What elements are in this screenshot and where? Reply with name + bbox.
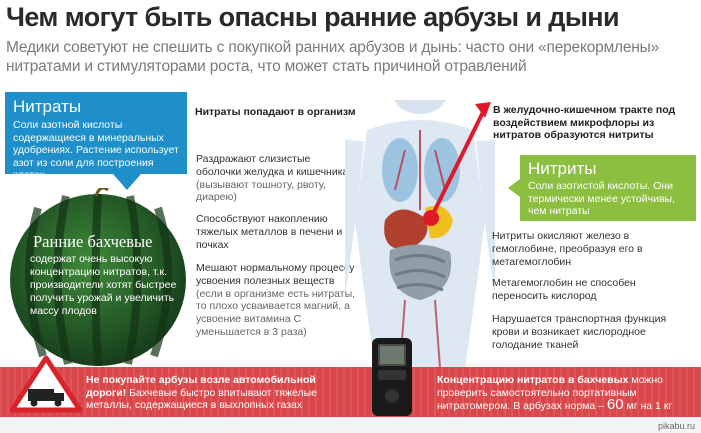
nitrates-description: Соли азотной кислоты содержащиеся в минеральных удобрениях. Растение использует азот из соли для построения клеток bbox=[13, 119, 179, 181]
nitrites-title: Нитриты bbox=[528, 159, 597, 178]
effect-main: Мешают нормальному процессу усвоения полезных веществ bbox=[196, 262, 355, 287]
nitrate-check-rest: можно проверить самостоятельно портативным нитратомером. В арбузах норма – bbox=[437, 374, 663, 412]
effect-item bbox=[196, 213, 356, 251]
nitrate-check-text bbox=[437, 374, 699, 413]
nitrites-description: Соли азотистой кислоты. Они термически менее устойчивы, чем нитраты bbox=[528, 180, 675, 217]
page-subtitle: Медики советуют не спешить с покупкой ранних арбузов и дынь: часто они «перекормлены» нитратами и стимуляторами роста, что может стать причиной отравлений bbox=[6, 39, 660, 75]
nitrate-check-bold: Концентрацию нитратов в бахчевых bbox=[437, 374, 629, 386]
nitrate-norm-value: 60 bbox=[606, 396, 624, 413]
organism-heading: Нитраты попадают в организм bbox=[195, 106, 356, 118]
effect-main: Раздражают слизистые оболочки желудка и кишечника bbox=[196, 153, 349, 178]
road-warning-rest: Бахчевые быстро впитывают тяжелые металлы, содержащиеся в выхлопных газах bbox=[86, 386, 317, 411]
nitrates-info-box bbox=[5, 92, 187, 181]
effect-main: Способствуют накоплению тяжелых металлов в печени и почках bbox=[196, 213, 343, 251]
car-warning-sign-icon bbox=[10, 355, 82, 418]
consequence-item: Метагемоглобин не способен переносить кислород bbox=[492, 277, 636, 302]
consequence-item: Нарушается транспортная функция крови и возникает кислородное голодание тканей bbox=[492, 313, 667, 351]
effect-item bbox=[196, 153, 356, 204]
road-warning-text bbox=[86, 374, 336, 412]
melons-description: содержат очень высокую концентрацию нитратов, т.к. производители хотят быстрее получить урожай и увеличить массу плодов bbox=[30, 253, 177, 317]
gi-tract-heading: В желудочно-кишечном тракте под воздействием микрофлоры из нитратов образуются нитриты bbox=[493, 104, 676, 141]
page-title: Чем могут быть опасны ранние арбузы и дыни bbox=[6, 2, 620, 32]
nitrate-meter-icon bbox=[370, 336, 414, 421]
road-warning-bold: Не покупайте арбузы возле автомобильной дороги! bbox=[86, 374, 316, 399]
effect-sub: (если в организме есть нитраты, то плохо усваивается магний, а усвоение витамина С уменьшается в 3 раза) bbox=[196, 287, 356, 338]
nitrates-title: Нитраты bbox=[13, 97, 82, 116]
effect-sub: (вызывают тошноту, рвоту, диарею) bbox=[196, 178, 326, 204]
nitrites-info-box bbox=[520, 155, 696, 221]
consequence-item: Нитриты окисляют железо в гемоглобине, преобразуя его в метагемоглобин bbox=[492, 230, 643, 268]
watermark: pikabu.ru bbox=[657, 421, 695, 431]
nitrate-norm-unit: мг на 1 кг bbox=[623, 400, 673, 412]
melons-title: Ранние бахчевые bbox=[33, 232, 153, 251]
human-body-illustration bbox=[345, 100, 495, 373]
bottom-strip bbox=[0, 417, 701, 433]
effect-item bbox=[196, 262, 356, 339]
